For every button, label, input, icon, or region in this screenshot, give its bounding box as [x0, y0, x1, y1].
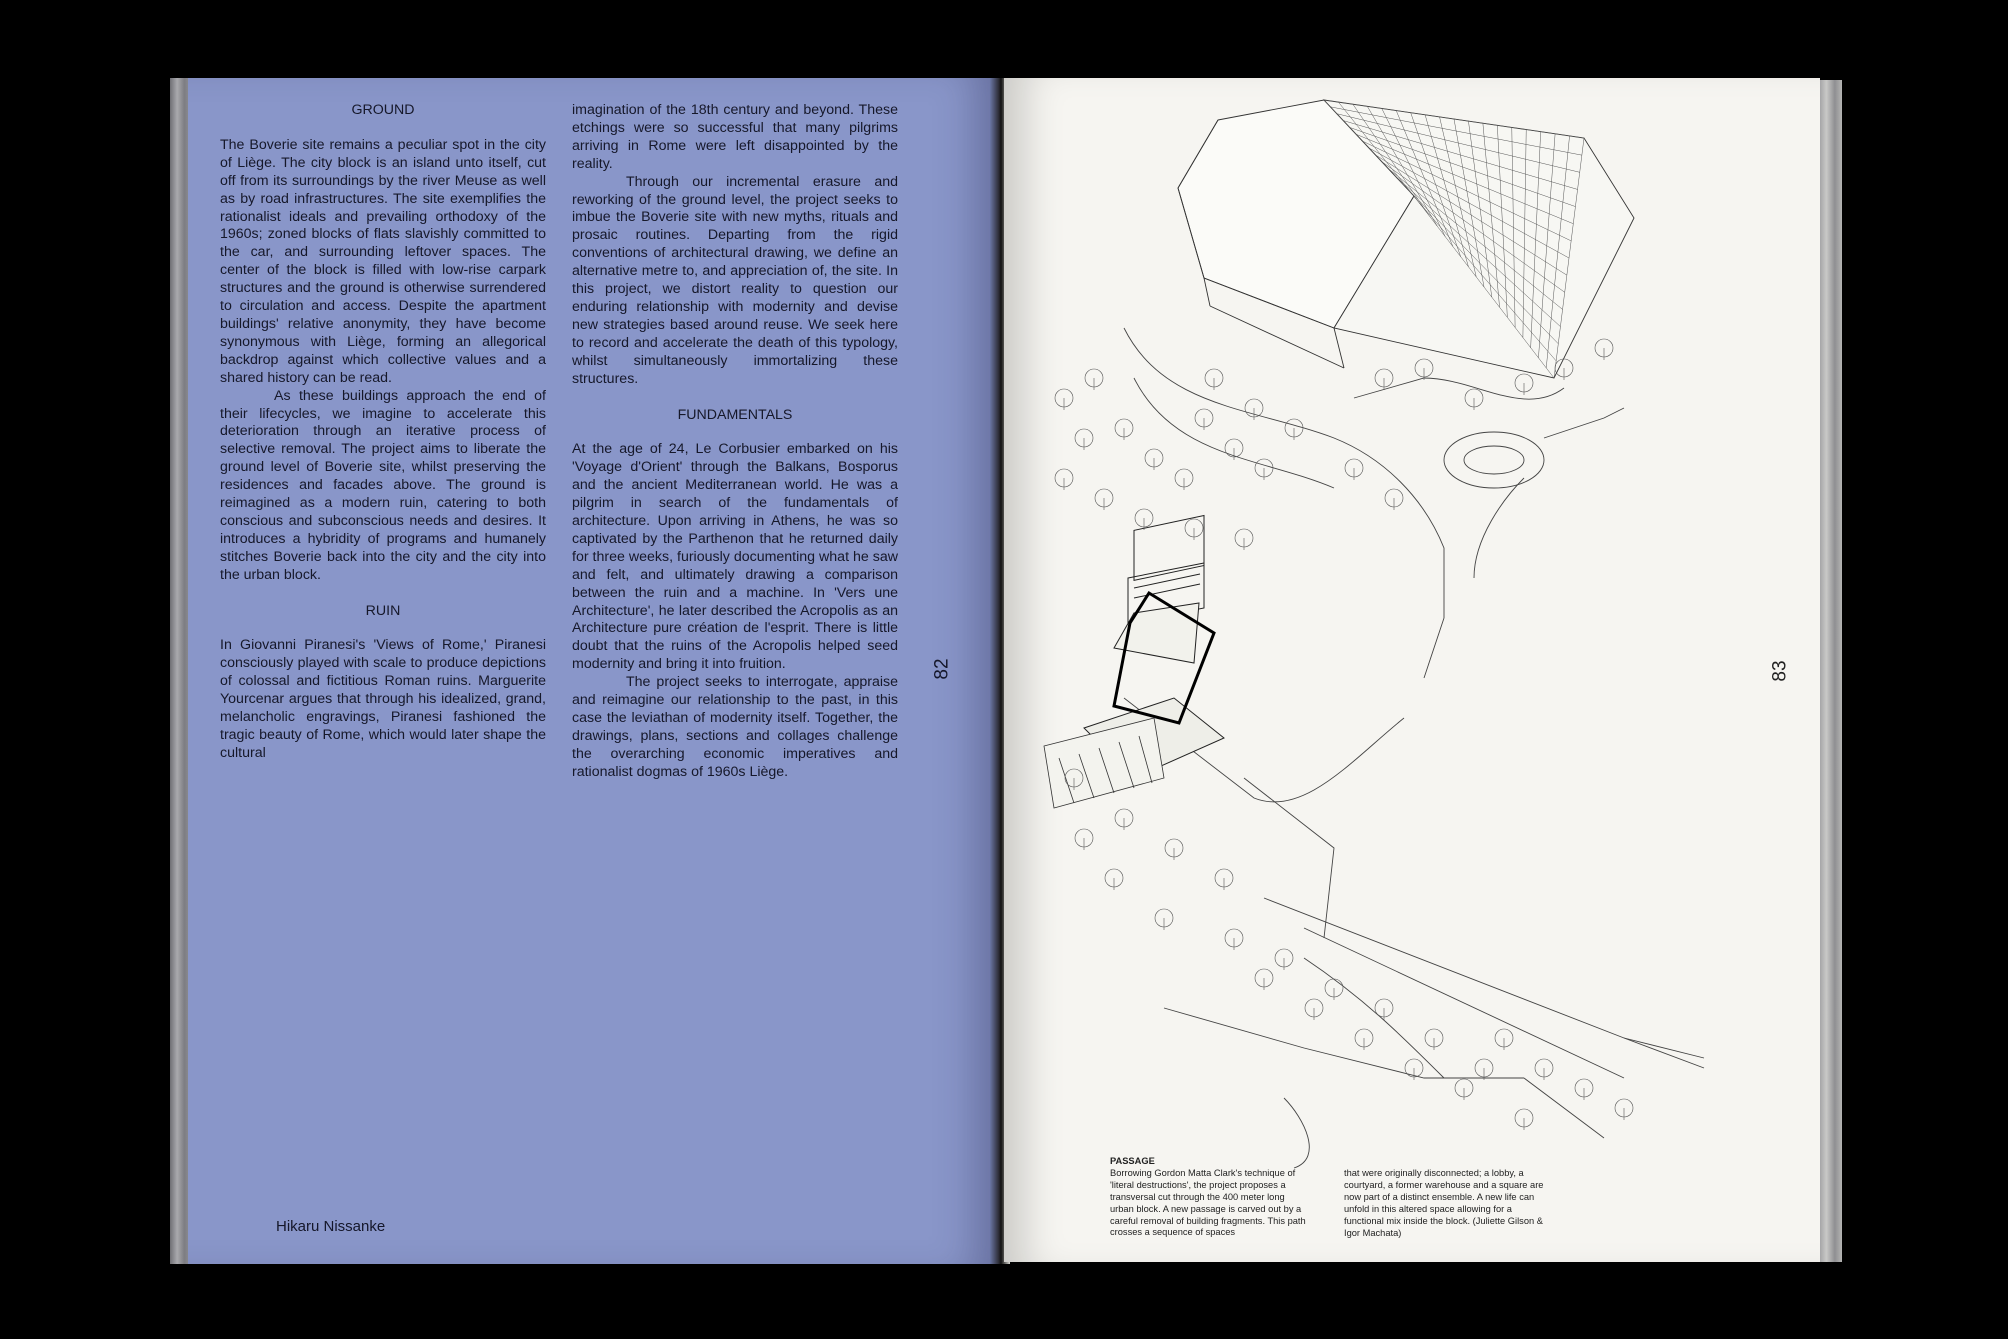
page-number-left: 82: [931, 658, 953, 680]
caption-column-2: [1344, 1168, 1544, 1239]
paragraph: In Giovanni Piranesi's 'Views of Rome,' Piranesi consciously played with scale to produce depictions of colossal and fictitious Roman ruins. Marguerite Yourcenar argues that through his idealized, grand, melancholic engravings, Piranesi fashioned the tragic beauty of Rome, which would later shape the cultural: [220, 637, 546, 761]
left-page: [188, 78, 996, 1264]
warehouse: [1044, 718, 1164, 808]
caption-text: Borrowing Gordon Matta Clark's technique of 'literal destructions', the project proposes a transversal cut through the 400 meter long urban block. A new passage is carved out by a careful removal of building fragments. This path crosses a sequence of spaces: [1110, 1167, 1306, 1238]
axonometric-drawing: [1004, 78, 1820, 1262]
paragraph: As these buildings approach the end of their lifecycles, we imagine to accelerate this deterioration through an iterative process of selective removal. The project aims to liberate the ground level of Boverie site, whilst preserving the residences and facades above. The ground is reimagined as a modern ruin, catering to both conscious and subconscious needs and desires. It introduces a hybridity of programs and humanely stitches Boverie back into the city and the city into the urban block.: [220, 387, 546, 583]
caption-column-1: [1110, 1156, 1310, 1239]
page-number-right: 83: [1769, 660, 1791, 682]
text-column-2: [572, 102, 898, 782]
caption-title: PASSAGE: [1110, 1156, 1155, 1166]
roads: [1124, 328, 1704, 1168]
paragraph: At the age of 24, Le Corbusier embarked on his 'Voyage d'Orient' through the Balkans, Bosporus and the ancient Mediterranean world. He was a pilgrim in search of the fundamentals of architecture. Upon arriving in Athens, he was so captivated by the Parthenon that he returned daily for three weeks, furiously documenting what he saw and felt, and ultimately drawing a comparison between the ruin and a machine. In 'Vers une Architecture', he later described the Acropolis as an Architecture pure création de l'esprit. There is little doubt that the ruins of the Acropolis helped seed modernity and bring it into fruition.: [572, 441, 898, 673]
right-page: [1004, 78, 1820, 1262]
paragraph: The project seeks to interrogate, appraise and reimagine our relationship to the past, in this case the leviathan of modernity itself. Together, the drawings, plans, sections and collages challenge the overarching economic imperatives and rationalist dogmas of 1960s Liège.: [572, 674, 898, 780]
caption-text: that were originally disconnected; a lobby, a courtyard, a former warehouse and a square are now part of a distinct ensemble. A new life can unfold in this altered space allowing for a functional mix inside the block. (Juliette Gilson & Igor Machata): [1344, 1168, 1544, 1238]
paragraph: The Boverie site remains a peculiar spot in the city of Liège. The city block is an island unto itself, cut off from its surroundings by the river Meuse as well as by road infrastructures. The site exemplifies the rationalist ideals and prevailing orthodoxy of the 1960s; zoned blocks of flats slavishly committed to the car, and surrounding leftover spaces. The center of the block is filled with low-rise carpark structures and the ground is otherwise surrendered to circulation and access. Despite the apartment buildings' relative anonymity, they have become synonymous with Liège, forming an allegorical backdrop against which collective values and a shared history can be read.: [220, 136, 546, 386]
heading-ruin: RUIN: [365, 602, 401, 619]
building-block: [1178, 100, 1634, 378]
paragraph: Through our incremental erasure and reworking of the ground level, the project seeks to imbue the Boverie site with new myths, rituals and prosaic routines. Departing from the rigid conventions of architectural drawing, we define an alternative metre to, and appreciation of, the site. In this project, we distort reality to question our enduring relationship with modernity and devise new strategies based around reuse. We seek here to record and accelerate the death of this typology, whilst simultaneously immortalizing these structures.: [572, 173, 898, 387]
text-column-1: [220, 102, 546, 763]
heading-fundamentals: FUNDAMENTALS: [677, 406, 793, 423]
heading-ground: GROUND: [351, 102, 415, 118]
page-stack-right: [1818, 80, 1842, 1262]
author-name: Hikaru Nissanke: [276, 1218, 386, 1235]
paragraph: imagination of the 18th century and beyond. These etchings were so successful that many pilgrims arriving in Rome were left disappointed by the reality.: [572, 102, 898, 172]
